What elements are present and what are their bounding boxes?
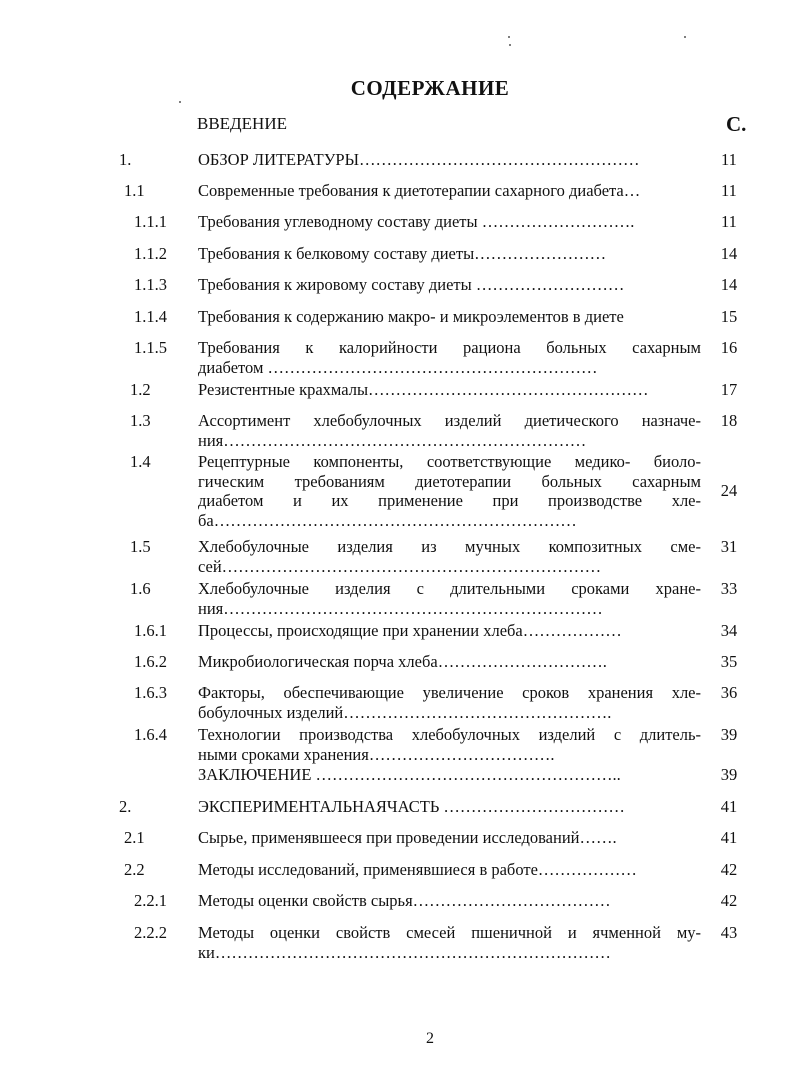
toc-entry-text xyxy=(198,891,701,911)
toc-entry-text xyxy=(198,828,701,848)
toc-entry-text xyxy=(198,725,701,764)
toc-entry-number: 1.6.3 xyxy=(134,683,167,702)
toc-entry-page: 14 xyxy=(720,244,738,263)
page-number: 2 xyxy=(426,1030,434,1047)
toc-entry-text xyxy=(198,923,701,962)
toc-entry-number: 1.6.4 xyxy=(134,725,167,744)
toc-entry-line: диабетом и их применение при производстве хле- xyxy=(198,491,701,510)
toc-entry-text xyxy=(198,621,701,641)
toc-entry-text xyxy=(198,579,701,618)
toc-entry-line: Рецептурные компоненты, соответствующие медико- биоло- xyxy=(198,452,701,471)
toc-entry-line: сей…………………………………………………………… xyxy=(198,556,602,576)
toc-entry-line: бобулочных изделий…………………………………………. xyxy=(198,702,612,722)
toc-entry-page: 11 xyxy=(721,212,737,231)
toc-entry-number: 1.3 xyxy=(130,411,151,430)
scan-speck xyxy=(684,36,686,38)
toc-entry-text xyxy=(198,307,701,327)
toc-entry-number: 2. xyxy=(119,797,132,816)
toc-entry-line: ОБЗОР ЛИТЕРАТУРЫ…………………………………………… xyxy=(198,150,640,169)
toc-entry-page: 11 xyxy=(721,181,737,200)
toc-entry-line: гическим требованиям диетотерапии больных сахарным xyxy=(198,471,701,491)
toc-entry-line: Требования к калорийности рациона больных сахарным xyxy=(198,338,701,357)
toc-entry-line: Резистентные крахмалы…………………………………………… xyxy=(198,380,649,399)
toc-entry-line: Сырье, применявшееся при проведении исследований……. xyxy=(198,828,617,847)
toc-entry-line: ки……………………………………………………………… xyxy=(198,942,611,962)
toc-entry-line: ными сроками хранения……………………………. xyxy=(198,744,555,764)
toc-entry-text xyxy=(198,338,701,377)
toc-entry-page: 41 xyxy=(720,797,738,816)
toc-entry-line: ния………………………………………………………… xyxy=(198,430,587,450)
toc-entry-line: Методы исследований, применявшиеся в работе……………… xyxy=(198,860,637,879)
toc-entry-line: диабетом …………………………………………………… xyxy=(198,357,598,377)
toc-entry-number: 1.6 xyxy=(130,579,151,598)
toc-entry-number: 1.1.5 xyxy=(134,338,167,357)
toc-entry-text xyxy=(198,212,701,232)
intro-entry: ВВЕДЕНИЕ xyxy=(197,114,287,133)
toc-entry-page: 42 xyxy=(720,860,738,879)
toc-entry-page: 42 xyxy=(720,891,738,910)
page-title: СОДЕРЖАНИЕ xyxy=(350,76,510,100)
toc-entry-number: 1. xyxy=(119,150,132,169)
toc-entry-line: Технологии производства хлебобулочных изделий с длитель- xyxy=(198,725,701,744)
toc-entry-page: 43 xyxy=(720,923,738,942)
toc-entry-text xyxy=(198,244,701,264)
toc-entry-line: ЭКСПЕРИМЕНТАЛЬНАЯЧАСТЬ …………………………… xyxy=(198,797,625,816)
toc-entry-number: 1.1.3 xyxy=(134,275,167,294)
toc-entry-text xyxy=(198,452,701,530)
toc-entry-line: Микробиологическая порча хлеба…………………………. xyxy=(198,652,607,671)
toc-entry-line: Требования углеводному составу диеты ………………………. xyxy=(198,212,635,231)
scan-speck xyxy=(509,44,511,46)
toc-entry-number: 2.2.1 xyxy=(134,891,167,910)
toc-entry-text xyxy=(198,275,701,295)
toc-entry-page: 18 xyxy=(720,411,738,430)
toc-entry-page: 14 xyxy=(720,275,738,294)
toc-entry-text xyxy=(198,411,701,450)
toc-entry-text xyxy=(198,537,701,576)
toc-entry-number: 1.5 xyxy=(130,537,151,556)
toc-entry-line: Современные требования к диетотерапии сахарного диабета… xyxy=(198,181,641,200)
toc-entry-text xyxy=(198,181,701,201)
toc-entry-number: 1.6.2 xyxy=(134,652,167,671)
toc-entry-line: Методы оценки свойств смесей пшеничной и ячменной му- xyxy=(198,923,701,942)
toc-entry-page: 11 xyxy=(721,150,737,169)
toc-entry-page: 35 xyxy=(720,652,738,671)
toc-entry-page: 24 xyxy=(720,481,738,500)
toc-entry-number: 2.1 xyxy=(124,828,145,847)
toc-entry-page: 16 xyxy=(720,338,738,357)
toc-entry-line: Ассортимент хлебобулочных изделий диетического назначе- xyxy=(198,411,701,430)
toc-entry-line: ба………………………………………………………… xyxy=(198,510,577,530)
toc-entry-text xyxy=(198,380,701,400)
toc-entry-page: 15 xyxy=(720,307,738,326)
toc-entry-line: ЗАКЛЮЧЕНИЕ ……………………………………………….. xyxy=(198,765,621,784)
toc-entry-page: 34 xyxy=(720,621,738,640)
toc-entry-page: 39 xyxy=(720,725,738,744)
toc-entry-line: Требования к жировому составу диеты ……………………… xyxy=(198,275,625,294)
toc-entry-line: ния…………………………………………………………… xyxy=(198,598,603,618)
toc-entry-text xyxy=(198,150,701,170)
toc-entry-line: Хлебобулочные изделия с длительными сроками хране- xyxy=(198,579,701,598)
toc-entry-page: 33 xyxy=(720,579,738,598)
toc-entry-number: 1.2 xyxy=(130,380,151,399)
toc-entry-number: 1.6.1 xyxy=(134,621,167,640)
toc-entry-line: Требования к содержанию макро- и микроэлементов в диете xyxy=(198,307,624,326)
page-column-label: С. xyxy=(726,112,747,136)
toc-entry-page: 36 xyxy=(720,683,738,702)
toc-entry-text xyxy=(198,652,701,672)
toc-entry-page: 41 xyxy=(720,828,738,847)
toc-entry-number: 1.1.4 xyxy=(134,307,167,326)
toc-entry-page: 39 xyxy=(720,765,738,784)
toc-entry-number: 1.4 xyxy=(130,452,151,471)
toc-entry-line: Процессы, происходящие при хранении хлеба……………… xyxy=(198,621,622,640)
scan-speck xyxy=(179,101,181,103)
scan-speck xyxy=(508,36,510,38)
toc-entry-number: 2.2 xyxy=(124,860,145,879)
toc-entry-text xyxy=(198,797,701,817)
toc-entry-number: 1.1.2 xyxy=(134,244,167,263)
toc-entry-line: Факторы, обеспечивающие увеличение сроков хранения хле- xyxy=(198,683,701,702)
toc-entry-page: 31 xyxy=(720,537,738,556)
toc-entry-line: Хлебобулочные изделия из мучных композитных сме- xyxy=(198,537,701,556)
toc-entry-text xyxy=(198,860,701,880)
toc-entry-text xyxy=(198,765,701,785)
toc-entry-page: 17 xyxy=(720,380,738,399)
toc-entry-number: 1.1 xyxy=(124,181,145,200)
toc-entry-line: Методы оценки свойств сырья……………………………… xyxy=(198,891,611,910)
toc-entry-line: Требования к белковому составу диеты…………………… xyxy=(198,244,607,263)
toc-entry-text xyxy=(198,683,701,722)
toc-entry-number: 2.2.2 xyxy=(134,923,167,942)
toc-entry-number: 1.1.1 xyxy=(134,212,167,231)
